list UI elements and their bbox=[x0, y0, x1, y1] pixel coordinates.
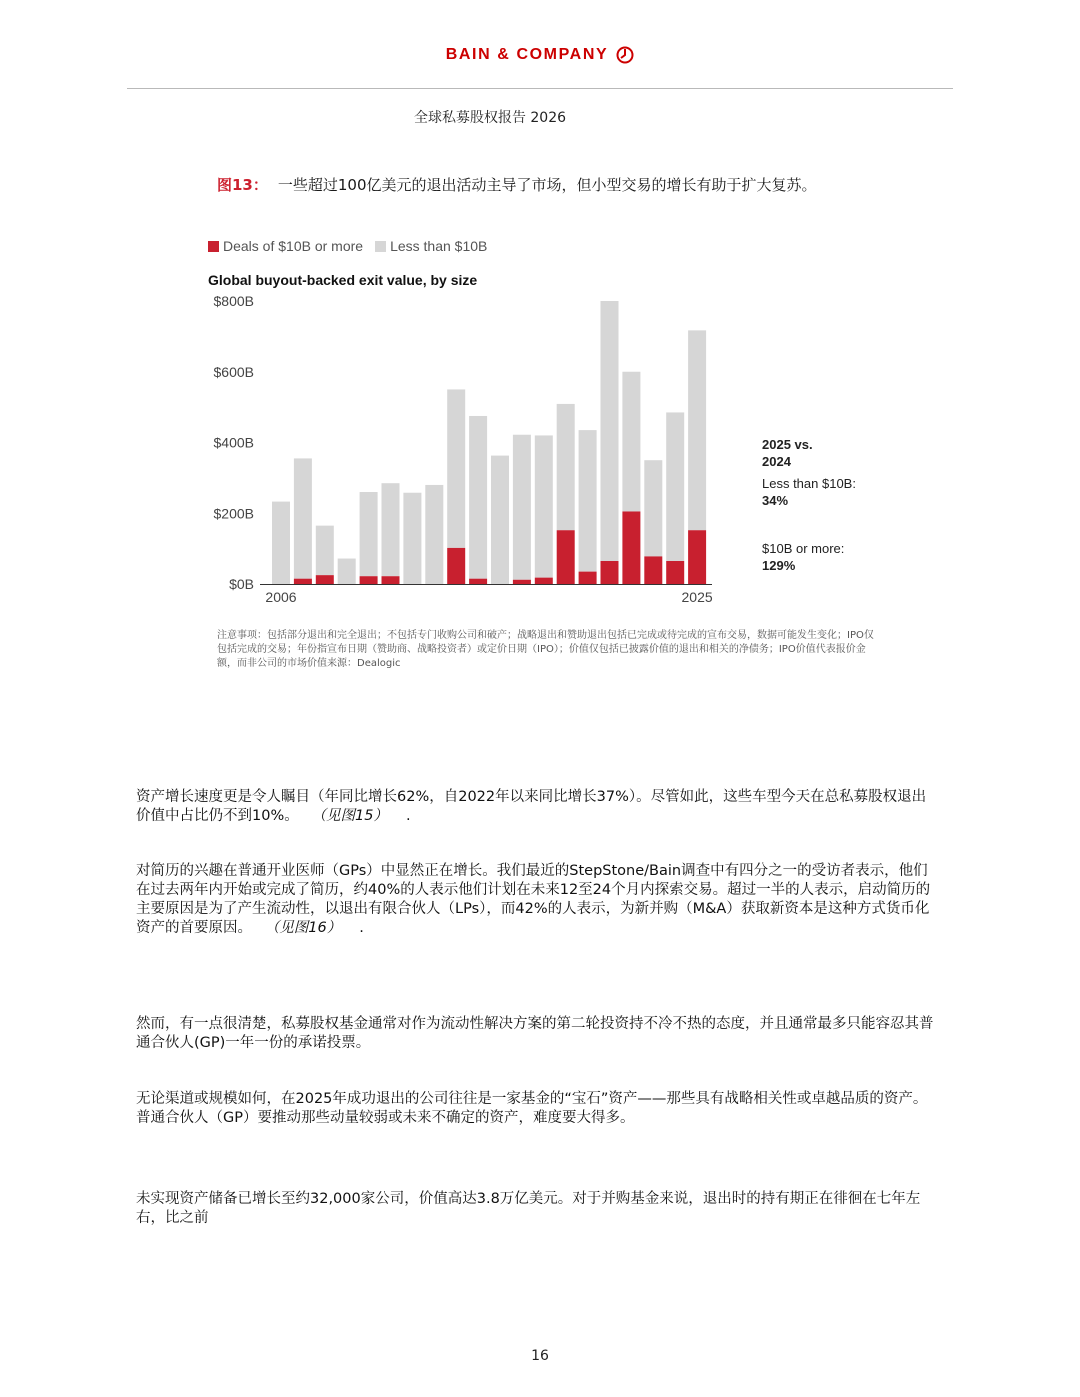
figure-label: 图13： bbox=[217, 176, 268, 194]
figure-caption-text: 一些超过100亿美元的退出活动主导了市场，但小型交易的增长有助于扩大复苏。 bbox=[277, 176, 817, 194]
legend-label-small: Less than $10B bbox=[390, 238, 488, 254]
bar-segment-less-than-10b-2008 bbox=[316, 526, 334, 576]
bar-segment-10b-or-more-2014 bbox=[447, 548, 465, 584]
bar-segment-less-than-10b-2021 bbox=[601, 301, 619, 561]
callout-heading bbox=[762, 436, 813, 470]
bar-segment-10b-or-more-2022 bbox=[622, 511, 640, 584]
bar-segment-10b-or-more-2010 bbox=[360, 576, 378, 584]
legend-item-large bbox=[208, 238, 363, 254]
paragraph-1 bbox=[136, 788, 936, 826]
figure-15-reference[interactable]: （见图15） bbox=[318, 808, 388, 824]
brand-name: BAIN & COMPANY bbox=[445, 46, 609, 63]
bar-segment-10b-or-more-2019 bbox=[557, 530, 575, 584]
bar-segment-less-than-10b-2020 bbox=[579, 430, 597, 572]
paragraph-4: 无论渠道或规模如何，在2025年成功退出的公司往往是一家基金的“宝石”资产——那些具有战略相关性或卓越品质的资产。普通合伙人（GP）要推动那些动量较弱或未来不确定的资产，难度要大得多。 bbox=[136, 1091, 928, 1126]
paragraph-1-end: . bbox=[405, 808, 411, 824]
callout-heading-line1: 2025 vs. bbox=[762, 437, 813, 452]
paragraph-2-end: . bbox=[359, 920, 364, 936]
callout-large-label: $10B or more: bbox=[762, 541, 845, 556]
y-tick-label: $800B bbox=[213, 293, 254, 309]
legend-swatch-small bbox=[375, 241, 386, 252]
bar-segment-10b-or-more-2018 bbox=[535, 578, 553, 584]
header-divider bbox=[127, 88, 953, 89]
bar-segment-10b-or-more-2017 bbox=[513, 580, 531, 584]
bar-segment-less-than-10b-2016 bbox=[491, 456, 509, 584]
bar-segment-less-than-10b-2007 bbox=[294, 458, 312, 578]
callout-small-label: Less than $10B: bbox=[762, 476, 856, 491]
bar-segment-10b-or-more-2021 bbox=[601, 561, 619, 584]
report-title: 全球私募股权报告 2026 bbox=[413, 110, 567, 126]
brand-logo bbox=[0, 46, 1080, 64]
figure-caption bbox=[217, 174, 817, 195]
bar-segment-less-than-10b-2023 bbox=[644, 460, 662, 556]
bar-segment-10b-or-more-2015 bbox=[469, 579, 487, 584]
bar-segment-10b-or-more-2023 bbox=[644, 556, 662, 584]
y-tick-label: $400B bbox=[213, 434, 254, 451]
x-tick-label: 2006 bbox=[265, 589, 297, 605]
bar-segment-less-than-10b-2015 bbox=[469, 416, 487, 579]
bar-segment-10b-or-more-2007 bbox=[294, 579, 312, 584]
bar-segment-10b-or-more-2024 bbox=[666, 561, 684, 584]
y-tick-label: $600B bbox=[213, 363, 254, 380]
bar-segment-less-than-10b-2017 bbox=[513, 435, 531, 580]
bar-segment-less-than-10b-2009 bbox=[338, 559, 356, 584]
paragraph-5: 未实现资产储备已增长至约32,000家公司，价值高达3.8万亿美元。对于并购基金来说，退出时的持有期正在徘徊在七年左右，比之前 bbox=[136, 1191, 921, 1226]
page-number: 16 bbox=[531, 1348, 549, 1364]
bar-segment-less-than-10b-2014 bbox=[447, 389, 465, 547]
bar-segment-less-than-10b-2019 bbox=[557, 404, 575, 530]
bar-segment-less-than-10b-2006 bbox=[272, 502, 290, 584]
bar-segment-10b-or-more-2008 bbox=[316, 575, 334, 584]
legend-item-small bbox=[375, 238, 487, 254]
bar-segment-10b-or-more-2020 bbox=[579, 572, 597, 584]
bar-segment-less-than-10b-2025 bbox=[688, 330, 706, 530]
y-tick-label: $0B bbox=[229, 576, 254, 592]
bar-segment-less-than-10b-2018 bbox=[535, 435, 553, 577]
exit-value-bar-chart bbox=[200, 290, 740, 610]
chart-legend bbox=[208, 238, 487, 254]
bar-segment-10b-or-more-2025 bbox=[688, 530, 706, 584]
bar-segment-less-than-10b-2013 bbox=[425, 485, 443, 584]
callout-large-deals bbox=[762, 540, 844, 574]
y-tick-label: $200B bbox=[213, 505, 254, 522]
bar-segment-less-than-10b-2012 bbox=[403, 493, 421, 584]
x-tick-label: 2025 bbox=[681, 589, 713, 605]
bar-segment-less-than-10b-2022 bbox=[622, 372, 640, 512]
legend-label-large: Deals of $10B or more bbox=[223, 238, 364, 254]
paragraph-3: 然而，有一点很清楚，私募股权基金通常对作为流动性解决方案的第二轮投资持不冷不热的态度，并且通常最多只能容忍其普通合伙人(GP)一年一份的承诺投票。 bbox=[136, 1016, 934, 1051]
callout-small-deals bbox=[762, 475, 856, 509]
bain-logo-icon bbox=[616, 46, 634, 64]
legend-swatch-large bbox=[208, 241, 219, 252]
bar-segment-10b-or-more-2011 bbox=[382, 576, 400, 584]
bar-segment-less-than-10b-2011 bbox=[382, 483, 400, 576]
callout-large-value: 129% bbox=[762, 558, 796, 573]
paragraph-1-text: 资产增长速度更是令人瞩目（年同比增长62%，自2022年以来同比增长37%）。尽管如此，这些车型今天在总私募股权退出价值中占比仍不到10%。 bbox=[136, 789, 927, 824]
paragraph-2 bbox=[136, 862, 936, 938]
figure-note: 注意事项：包括部分退出和完全退出；不包括专门收购公司和破产；战略退出和赞助退出包括已完成或待完成的宣布交易，数据可能发生变化；IPO仅包括完成的交易；年份指宣布日期（赞助商、战略投资者）或定价日期（IPO）；价值仅包括已披露价值的退出和相关的净债务；IPO价值代表报价金额，而非公司的市场价值来源：Dealogic bbox=[217, 630, 874, 669]
callout-small-value: 34% bbox=[762, 493, 789, 508]
callout-heading-line2: 2024 bbox=[762, 454, 791, 469]
bar-segment-less-than-10b-2010 bbox=[360, 492, 378, 576]
chart-title: Global buyout-backed exit value, by size bbox=[208, 272, 478, 288]
figure-16-reference[interactable]: （见图16） bbox=[272, 920, 342, 936]
paragraph-2-text: 对简历的兴趣在普通开业医师（GPs）中显然正在增长。我们最近的StepStone/Bain调查中有四分之一的受访者表示，他们在过去两年内开始或完成了简历，约40%的人表示他们计划在未来12至24个月内探索交易。超过一半的人表示，启动简历的主要原因是为了产生流动性，以退出有限合伙人（LPs），而42%的人表示，为新并购（M&A）获取新资本是这种方式货币化资产的首要原因。 bbox=[136, 863, 931, 936]
bar-segment-less-than-10b-2024 bbox=[666, 412, 684, 561]
